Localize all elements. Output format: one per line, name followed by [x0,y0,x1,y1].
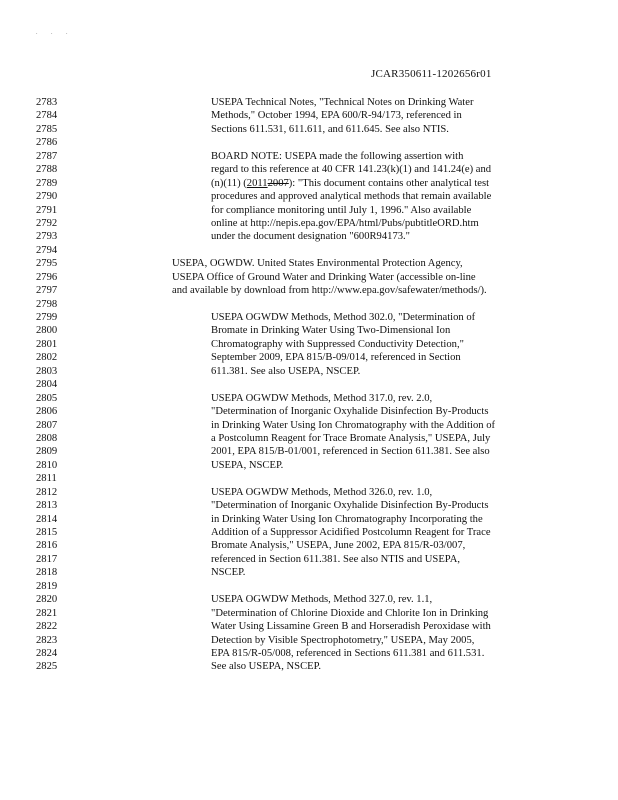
line-number: 2788 [36,164,58,176]
line-number: 2805 [36,392,58,404]
line-number: 2822 [36,621,58,633]
document-line [0,109,618,122]
line-text: online at http://nepis.epa.gov/EPA/html/Pubs/pubtitleORD.htm [211,217,479,229]
line-text: USEPA, OGWDW. United States Environmental Protection Agency, [172,258,463,270]
line-text: USEPA OGWDW Methods, Method 302.0, "Determination of [211,312,476,323]
line-text: NSCEP. [211,567,246,579]
document-line [0,472,618,485]
line-number: 2790 [36,191,58,203]
document-line [0,620,618,633]
line-text: Water Using Lissamine Green B and Horseradish Peroxidase with [211,621,491,633]
document-line [0,163,618,176]
line-text: BOARD NOTE: USEPA made the following assertion with [211,150,464,162]
document-line [0,136,618,149]
line-text: for compliance monitoring until July 1, 1996." Also available [211,204,472,216]
deleted-year: 2007 [267,177,289,189]
document-line [0,351,618,364]
line-number: 2800 [36,325,58,337]
line-text: and available by download from http://www.epa.gov/safewater/methods/). [172,285,487,297]
line-number: 2795 [36,258,58,270]
document-line [0,257,618,270]
document-line [0,459,618,472]
line-text: USEPA Technical Notes, "Technical Notes on Drinking Water [211,97,474,108]
document-line [0,338,618,351]
document-line [0,190,618,203]
line-number: 2816 [36,540,58,552]
line-number: 2791 [36,204,58,216]
line-text: Chromatography with Suppressed Conductivity Detection," [211,338,464,350]
line-number: 2802 [36,352,58,364]
line-text: EPA 815/R-05/008, referenced in Sections 611.381 and 611.531. [211,647,485,659]
line-number: 2807 [36,419,58,431]
document-line [0,526,618,539]
document-line [0,311,618,324]
line-number: 2794 [36,244,58,256]
line-number: 2785 [36,123,58,135]
line-text: USEPA OGWDW Methods, Method 327.0, rev. 1.1, [211,594,433,606]
line-number: 2819 [36,580,58,592]
line-text: 611.381. See also USEPA, NSCEP. [211,365,361,377]
document-line [0,419,618,432]
line-number: 2810 [36,459,58,471]
document-line [0,123,618,136]
document-line [0,405,618,418]
document-line [0,607,618,620]
document-line [0,284,618,297]
line-text: "Determination of Inorganic Oxyhalide Disinfection By-Products [211,500,489,512]
line-number: 2801 [36,338,58,350]
document-line [0,593,618,606]
document-line [0,96,618,109]
line-number: 2824 [36,647,58,659]
line-text: USEPA, NSCEP. [211,459,284,471]
line-text: Detection by Visible Spectrophotometry," USEPA, May 2005, [211,634,475,646]
header-mark: . . . [36,30,74,36]
line-number: 2814 [36,513,58,525]
line-number: 2806 [36,406,58,418]
line-number: 2792 [36,217,58,229]
line-text: "Determination of Inorganic Oxyhalide Disinfection By-Products [211,406,489,418]
citation-suffix: ): "This document contains other analytical test [288,177,490,189]
line-number: 2808 [36,432,58,444]
line-text: "Determination of Chlorine Dioxide and Chlorite Ion in Drinking [211,607,489,619]
document-line [0,580,618,593]
line-text: September 2009, EPA 815/B-09/014, referenced in Section [211,352,461,364]
document-line [0,365,618,378]
document-line [0,660,618,673]
line-number: 2789 [36,177,58,189]
line-text: USEPA OGWDW Methods, Method 317.0, rev. 2.0, [211,392,433,404]
document-line [0,445,618,458]
document-line [0,204,618,217]
line-number: 2799 [36,312,58,323]
line-number: 2786 [36,137,58,149]
line-number: 2783 [36,97,58,108]
document-line [0,271,618,284]
line-number: 2820 [36,594,58,606]
line-text: Methods," October 1994, EPA 600/R-94/173, referenced in [211,110,462,122]
line-number: 2825 [36,661,58,673]
inserted-year: 2011 [246,177,268,189]
document-line [0,553,618,566]
line-number: 2798 [36,298,58,310]
line-number: 2784 [36,110,58,122]
line-text: USEPA Office of Ground Water and Drinking Water (accessible on-line [172,271,476,283]
line-text: Sections 611.531, 611.611, and 611.645. See also NTIS. [211,123,449,135]
line-number: 2803 [36,365,58,377]
line-text: in Drinking Water Using Ion Chromatography Incorporating the [211,513,483,525]
line-number: 2817 [36,553,58,565]
document-line [0,499,618,512]
document-line [0,230,618,243]
document-line [0,217,618,230]
line-number: 2811 [36,473,57,485]
line-text: procedures and approved analytical methods that remain available [211,191,492,203]
line-text: in Drinking Water Using Ion Chromatography with the Addition of [211,419,496,431]
document-line [0,150,618,163]
document-line [0,432,618,445]
document-line [0,539,618,552]
line-text: under the document designation "600R94173." [211,231,411,243]
document-line [0,324,618,337]
line-text: Addition of a Suppressor Acidified Postcolumn Reagent for Trace [211,527,491,538]
document-line [0,392,618,405]
line-number: 2818 [36,567,58,579]
document-line [0,566,618,579]
document-id: JCAR350611-1202656r01 [371,68,492,80]
line-number: 2793 [36,231,58,243]
document-line [0,486,618,499]
document-line [0,378,618,391]
line-number: 2809 [36,446,58,458]
line-text: Bromate Analysis," USEPA, June 2002, EPA 815/R-03/007, [211,540,466,552]
line-number: 2796 [36,271,58,283]
document-line [0,634,618,647]
line-text: a Postcolumn Reagent for Trace Bromate Analysis," USEPA, July [211,432,491,444]
line-number: 2823 [36,634,58,646]
document-line [0,513,618,526]
line-text: regard to this reference at 40 CFR 141.23(k)(1) and 141.24(e) and [211,164,492,176]
line-text: referenced in Section 611.381. See also NTIS and USEPA, [211,553,461,565]
line-number: 2804 [36,379,58,391]
line-number: 2787 [36,150,58,162]
line-text: See also USEPA, NSCEP. [211,661,321,673]
line-number: 2797 [36,285,58,297]
line-number: 2821 [36,607,58,619]
line-text [211,177,489,190]
document-line [0,244,618,257]
document-line [0,298,618,311]
line-text: Bromate in Drinking Water Using Two-Dimensional Ion [211,325,451,337]
line-number: 2815 [36,527,58,538]
line-text: 2001, EPA 815/B-01/001, referenced in Section 611.381. See also [211,446,490,458]
line-number: 2812 [36,486,58,498]
line-text: USEPA OGWDW Methods, Method 326.0, rev. 1.0, [211,486,433,498]
document-body [0,96,618,674]
document-line [0,647,618,660]
citation-prefix: (n)(11) ( [211,177,247,189]
document-line [0,177,618,190]
line-number: 2813 [36,500,58,512]
